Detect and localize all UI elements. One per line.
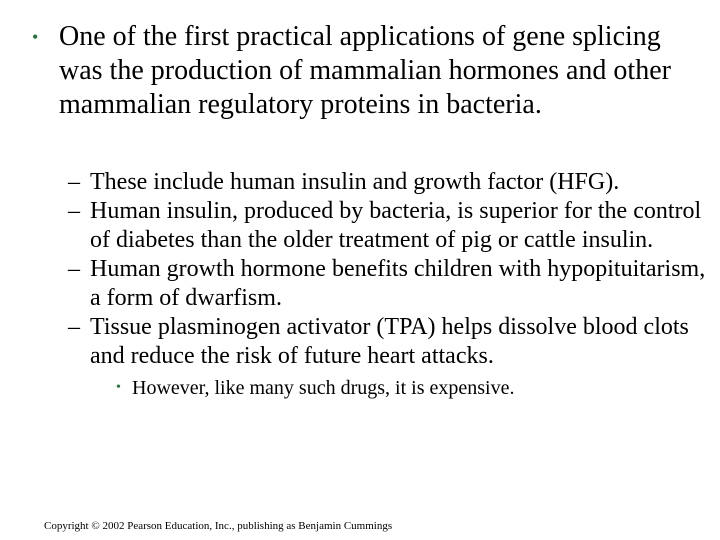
bullet-marker: •: [116, 380, 121, 395]
sub-bullet: [68, 313, 708, 371]
sub-bullet: [68, 197, 708, 255]
sub-bullet: [68, 168, 708, 197]
sub-bullet-text: Human growth hormone benefits children with hypopituitarism, a form of dwarfism.: [90, 256, 706, 311]
sub-sub-bullet-text: However, like many such drugs, it is expensive.: [132, 377, 515, 399]
sub-bullet: [68, 255, 708, 313]
sub-bullet-text: Tissue plasminogen activator (TPA) helps dissolve blood clots and reduce the risk of future heart attacks.: [90, 314, 689, 369]
bullet-marker: •: [32, 27, 39, 47]
sub-sub-bullet: [116, 375, 708, 401]
main-bullet-text: One of the first practical applications of gene splicing was the production of mammalian hormones and other mammalian regulatory proteins in bacteria.: [59, 21, 671, 120]
sub-bullet-list: [68, 168, 708, 401]
sub-bullet-text: These include human insulin and growth factor (HFG).: [90, 169, 620, 195]
dash-marker: –: [68, 198, 80, 224]
dash-marker: –: [68, 169, 80, 195]
sub-bullet-text: Human insulin, produced by bacteria, is superior for the control of diabetes than the older treatment of pig or cattle insulin.: [90, 198, 702, 253]
main-bullet: [32, 20, 672, 122]
copyright-footer: Copyright © 2002 Pearson Education, Inc., publishing as Benjamin Cummings: [44, 520, 393, 532]
dash-marker: –: [68, 256, 80, 282]
dash-marker: –: [68, 314, 80, 340]
